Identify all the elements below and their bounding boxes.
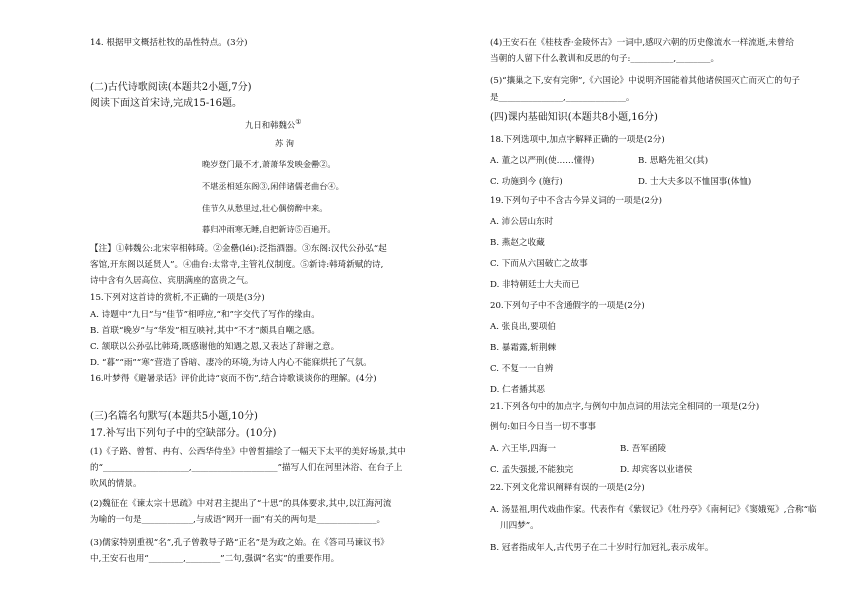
q22-option-a-line-2: 川四梦”。 — [500, 521, 539, 531]
question-20: 20.下列句子中不含通假字的一项是(2分) — [490, 301, 645, 311]
q19-option-a: A. 沛公居山东时 — [490, 217, 554, 227]
q17-item-1-line-2: 的“____________________,____________________”描写人们在河里沐浴、在台子上 — [90, 463, 403, 473]
question-22: 22.下列文化常识阐释有误的一项是(2分) — [490, 483, 645, 493]
q20-option-c: C. 不复一一自辨 — [490, 364, 554, 374]
question-16: 16.叶梦得《避暑录话》评价此诗“哀而不伤”,结合诗歌谈谈你的理解。(4分) — [90, 374, 377, 384]
q17-item-5-line-2: 是_______________,______________。 — [490, 93, 635, 103]
section-2-title: (二)古代诗歌阅读(本题共2小题,7分) — [90, 82, 252, 93]
q21-option-b: B. 吾军函陵 — [620, 444, 667, 454]
q19-option-c: C. 下而从六国破亡之故事 — [490, 259, 588, 269]
q20-option-d: D. 仁者播其恶 — [490, 385, 546, 395]
poem-line-1: 晚岁登门最不才,萧萧华发映金罍②。 — [202, 159, 336, 169]
q20-option-b: B. 暴霜露,斩荆棘 — [490, 343, 557, 353]
poem-line-2: 不堪丞相延东阁③,闲伴诸儒老曲台④。 — [202, 181, 344, 191]
poem-note-3: 诗中含有久居高位、宾朋满座的富贵之气。 — [90, 276, 254, 286]
q18-option-b: B. 思略先祖父(其) — [638, 156, 709, 166]
section-3-title: (三)名篇名句默写(本题共5小题,10分) — [90, 411, 258, 422]
q18-option-d: D. 士大夫多以不恤国事(体恤) — [638, 177, 752, 187]
q18-option-c: C. 功施到今 (施行) — [490, 177, 563, 187]
q17-item-5-line-1: (5)“攘巢之下,安有完卵”,《六国论》中说明齐国能着其他诸侯国灭亡而灭亡的句子 — [490, 76, 801, 86]
poem-title: 九日和韩魏公① — [245, 118, 302, 130]
q18-option-a: A. 董之以严刑(使……懂得) — [490, 156, 595, 166]
q17-item-4-line-1: (4)王安石在《桂枝香·金陵怀古》一词中,感叹六朝的历史像流水一样流逝,未曾给 — [490, 38, 794, 48]
q17-item-3-line-1: (3)儒家特别重视“名”,孔子曾教导子路“正名”是为政之始。在《答司马谏议书》 — [90, 538, 389, 548]
poem-line-3: 佳节久从愁里过,壮心偶傍醉中来。 — [202, 203, 328, 213]
question-18: 18.下列选项中,加点字解释正确的一项是(2分) — [490, 135, 665, 145]
q19-option-d: D. 非特朝廷士大夫而已 — [490, 280, 580, 290]
q19-option-b: B. 燕赵之收藏 — [490, 238, 545, 248]
q17-item-1-line-3: 吹风的情景。 — [90, 479, 142, 489]
poem-author: 苏 洵 — [275, 138, 294, 148]
section-4-title: (四)课内基础知识(本题共8小题,16分) — [490, 112, 658, 123]
q22-option-b: B. 冠者指成年人,古代男子在二十岁时行加冠礼,表示成年。 — [490, 543, 714, 553]
question-14: 14. 根据甲文概括杜牧的品性特点。(3分) — [90, 38, 248, 48]
q20-option-a: A. 张良出,要项伯 — [490, 322, 556, 332]
q17-item-4-line-2: 当朝的人留下什么教训和反思的句子:__________,________。 — [490, 54, 720, 64]
question-15: 15.下列对这首诗的赏析,不正确的一项是(3分) — [90, 293, 265, 303]
q21-option-d: D. 却宾客以业诸侯 — [620, 465, 693, 475]
q17-item-3-line-2: 中,王安石也用“________,________”二句,强调“名实”的重要作用。 — [90, 554, 340, 564]
q17-item-2-line-1: (2)魏征在《谏太宗十思疏》中对君主提出了“十思”的具体要求,其中,以江海河流 — [90, 499, 392, 509]
q15-option-c: C. 颔联以公孙弘比韩琦,既感谢他的知遇之恩,又表达了辞谢之意。 — [90, 342, 340, 352]
q22-option-a-line-1: A. 汤显祖,明代戏曲作家。代表作有《紫钗记》《牡丹亭》《南柯记》《窦娥冤》,合称“临 — [490, 505, 817, 515]
q15-option-d: D. “暮”“雨”“寒”营造了昏暗、凄冷的环境,为诗人内心不能寐烘托了气氛。 — [90, 358, 372, 368]
q17-item-2-line-2: 为喻的一句是____________,与成语“网开一面”有关的两句是______________。 — [90, 515, 386, 525]
question-21: 21.下列各句中的加点字,与例句中加点词的用法完全相同的一项是(2分) — [490, 402, 760, 412]
question-19: 19.下列句子中不含古今异义词的一项是(2分) — [490, 196, 662, 206]
q15-option-b: B. 首联“晚岁”与“华发”相互映衬,其中“不才”颇具自嘲之感。 — [90, 326, 320, 336]
section-2-intro: 阅读下面这首宋诗,完成15-16题。 — [90, 98, 243, 109]
poem-line-4: 暮归冲雨寒无睡,自把新诗⑤百遍开。 — [202, 224, 336, 234]
q15-option-a: A. 诗题中“九日”与“佳节”相呼应,“和”字交代了写作的缘由。 — [90, 310, 320, 320]
q21-option-a: A. 六王毕,四海一 — [490, 444, 556, 454]
q21-option-c: C. 孟失强援,不能独完 — [490, 465, 574, 475]
q17-item-1-line-1: (1)《子路、曾皙、冉有、公西华侍坐》中曾皙描绘了一幅天下太平的美好场景,其中 — [90, 447, 406, 457]
poem-note-2: 客馆,开东阁以延贤人”。④曲台:太常寺,主管礼仪制度。⑤新诗:韩琦新赋的诗, — [90, 260, 384, 270]
poem-note-1: 【注】①韩魏公:北宋宰相韩琦。②金罍(léi):泛指酒器。③东阁:汉代公孙弘“起 — [90, 244, 387, 254]
q21-example: 例句:如曰今日当一切不事事 — [490, 422, 597, 432]
question-17: 17.补写出下列句子中的空缺部分。(10分) — [90, 428, 277, 439]
